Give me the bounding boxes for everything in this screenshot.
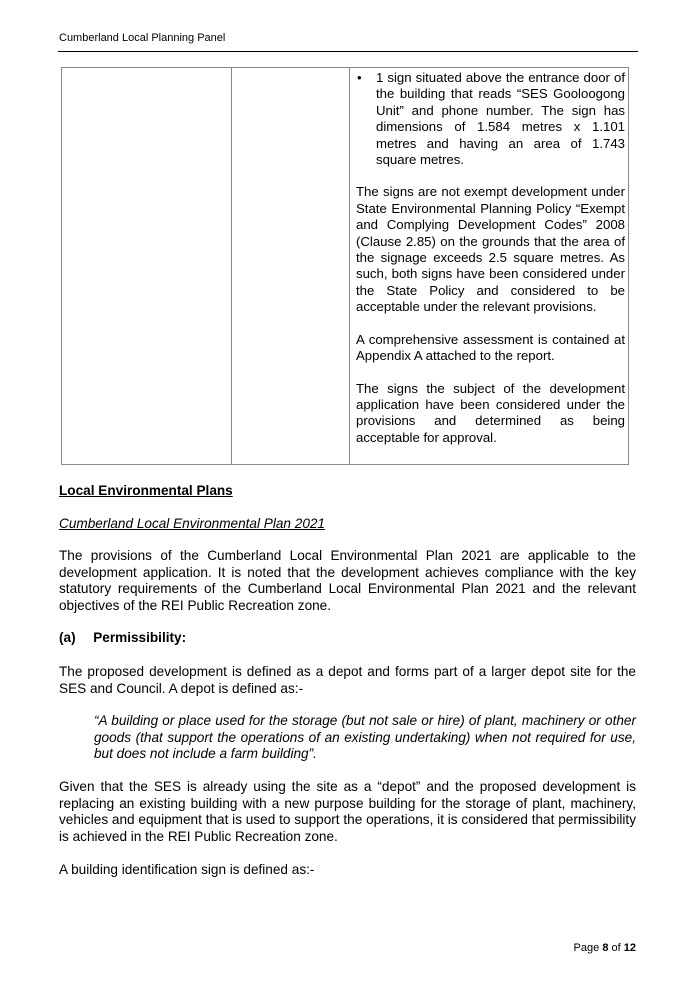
sign-bullet [356, 70, 625, 168]
page-word: Page [573, 942, 600, 954]
permissibility-title: Permissibility: [93, 630, 187, 645]
permissibility-heading [59, 630, 636, 647]
bullet-icon: • [357, 70, 362, 85]
approval-paragraph: The signs the subject of the development application have been considered under the provisions and determined as being acceptable for approval. [356, 380, 625, 445]
total-pages: 12 [623, 942, 636, 954]
section-subheading: Cumberland Local Environmental Plan 2021 [59, 516, 325, 531]
table-column-divider [231, 68, 232, 464]
intro-paragraph: The provisions of the Cumberland Local Environmental Plan 2021 are applicable to the development application. It is noted that the development achieves compliance with the key statutory requirements of the Cumberland Local Environmental Plan 2021 and the relevant objectives of the REI Public Recreation zone. [59, 548, 636, 613]
sign-definition-intro: A building identification sign is defined as:- [59, 862, 315, 877]
exempt-paragraph: The signs are not exempt development under State Environmental Planning Policy “Exempt and Complying Development Codes” 2008 (Clause 2.85) on the grounds that the area of the signage exceeds 2.5 square metres. As such, both signs have been considered under the State Policy and considered to be acceptable under the relevant provisions. [356, 184, 625, 315]
depot-definition-quote: “A building or place used for the storage (but not sale or hire) of plant, machinery or other goods (that support the operations of an existing undertaking) when not required for use, but does not include a farm building”. [94, 713, 636, 762]
table-cell-assessment [356, 70, 625, 446]
table-column-divider [349, 68, 350, 464]
appendix-paragraph: A comprehensive assessment is contained at Appendix A attached to the report. [356, 331, 625, 364]
document-header: Cumberland Local Planning Panel [59, 32, 226, 44]
header-rule [58, 51, 638, 52]
permissibility-label: (a) [59, 630, 76, 645]
page-number [574, 942, 636, 954]
of-word: of [611, 942, 621, 954]
sign-bullet-text: 1 sign situated above the entrance door of the building that reads “SES Gooloogong Unit” and phone number. The sign has dimensions of 1.584 metres x 1.101 metres and having an area of 1.743 square metres. [376, 70, 625, 168]
section-heading: Local Environmental Plans [59, 483, 233, 498]
depot-intro-paragraph: The proposed development is defined as a depot and forms part of a larger depot site for the SES and Council. A depot is defined as:- [59, 664, 636, 696]
conclusion-paragraph: Given that the SES is already using the site as a “depot” and the proposed development is replacing an existing building with a new purpose building for the storage of plant, machinery, vehicles and equipment that is used to support the operations, it is considered that permissibility is achieved in the REI Public Recreation zone. [59, 779, 636, 844]
current-page: 8 [602, 942, 609, 954]
